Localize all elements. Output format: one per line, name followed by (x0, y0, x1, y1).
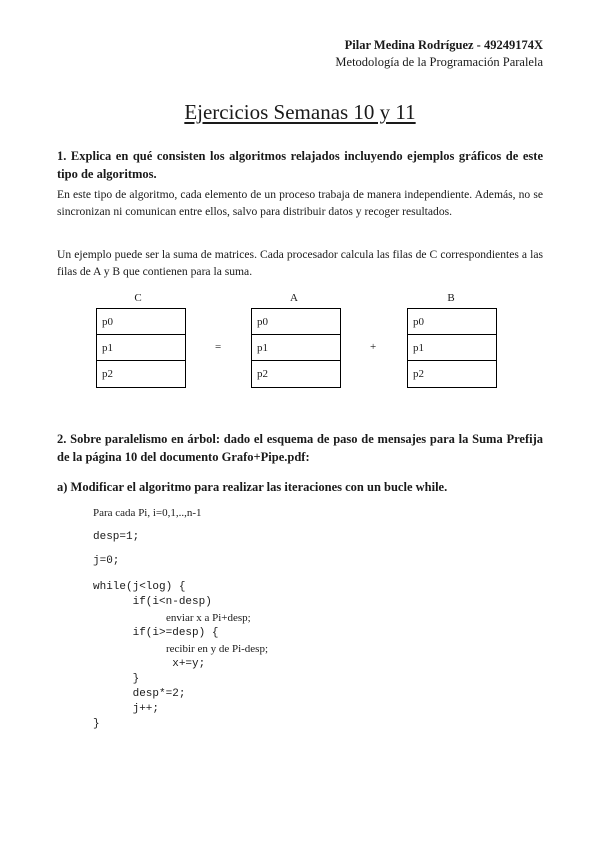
code-line: desp=1; (93, 531, 140, 543)
matrix-c-label: C (134, 292, 142, 304)
code-line: j++; (93, 703, 160, 715)
code-intro: Para cada Pi, i=0,1,..,n-1 (93, 507, 202, 519)
matrix-b-row: p1 (408, 335, 496, 361)
header-course: Metodología de la Programación Paralela (335, 55, 543, 69)
matrix-b (407, 308, 497, 388)
q1-paragraph-2: Un ejemplo puede ser la suma de matrices. Cada procesador calcula las filas de C correspondientes a las filas de A y B que contienen para la suma. (57, 248, 543, 278)
matrix-a-row: p2 (257, 368, 268, 380)
code-line: enviar x a Pi+desp; (166, 612, 251, 624)
matrix-c-row: p2 (102, 368, 113, 380)
matrix-c (96, 308, 186, 388)
matrix-a-row: p1 (252, 335, 340, 361)
plus-sign: + (370, 341, 377, 353)
code-line: x+=y; (93, 658, 206, 670)
question-2: 2. Sobre paralelismo en árbol: dado el esquema de paso de mensajes para la Suma Prefija de la página 10 del documento Grafo+Pipe.pdf: (57, 432, 543, 464)
matrix-a-label: A (290, 292, 298, 304)
equals-sign: = (215, 341, 222, 353)
matrix-b-label: B (447, 292, 455, 304)
matrix-a (251, 308, 341, 388)
question-2a: a) Modificar el algoritmo para realizar las iteraciones con un bucle while. (57, 480, 448, 494)
matrix-b-row: p2 (413, 368, 424, 380)
code-line: while(j<log) { (93, 581, 186, 593)
code-line: } (93, 673, 140, 685)
matrix-b-row: p0 (408, 309, 496, 335)
code-line: desp*=2; (93, 688, 186, 700)
matrix-c-row: p0 (97, 309, 185, 335)
matrix-a-row: p0 (252, 309, 340, 335)
header-author: Pilar Medina Rodríguez - 49249174X (344, 38, 543, 52)
code-line: if(i<n-desp) (93, 596, 212, 608)
question-1: 1. Explica en qué consisten los algoritmos relajados incluyendo ejemplos gráficos de este tipo de algoritmos. (57, 149, 543, 181)
q1-paragraph-1: En este tipo de algoritmo, cada elemento de un proceso trabaja de manera independiente. Además, no se sincronizan ni comunican entre ellos, salvo para distribuir datos y recoger resultados. (57, 188, 543, 218)
matrix-c-row: p1 (97, 335, 185, 361)
page-title: Ejercicios Semanas 10 y 11 (184, 100, 416, 124)
code-line: if(i>=desp) { (93, 627, 219, 639)
code-line: } (93, 718, 100, 730)
code-line: recibir en y de Pi-desp; (166, 643, 269, 655)
code-line: j=0; (93, 555, 120, 567)
